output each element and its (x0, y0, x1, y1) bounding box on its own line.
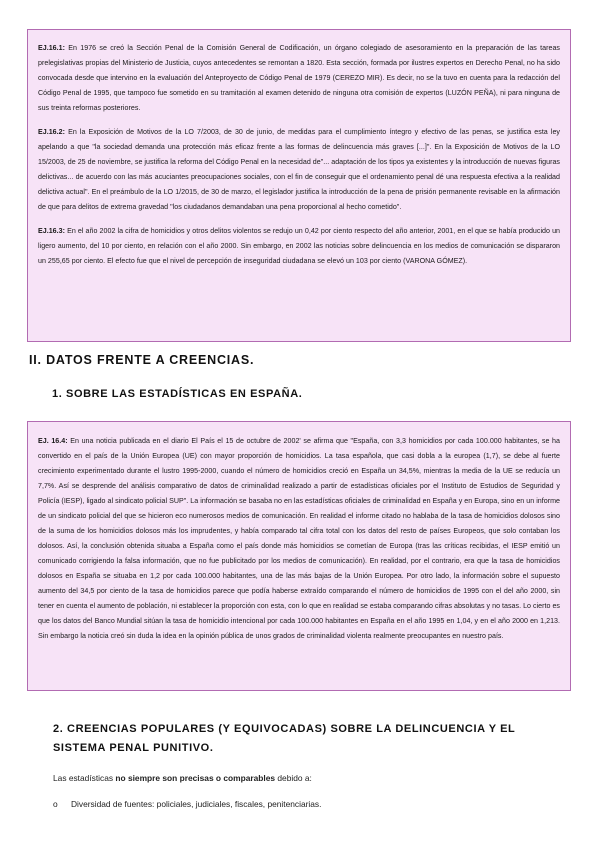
bullet-marker: o (53, 799, 58, 809)
list-item (53, 799, 321, 809)
example-16-2 (38, 125, 560, 215)
example-text: En el año 2002 la cifra de homicidios y otros delitos violentos se redujo un 0,42 por ciento respecto del año anterior, 2001, en el que se había producido un ligero aumento, del 10 por ciento, en relación con el año 2000. Sin embargo, en 2002 las noticias sobre delincuencia en los medios de comunicación se dispararon un 255,65 por ciento. El efecto fue que el nivel de percepción de inseguridad ciudadana se elevó un 103 por ciento (VARONA GÓMEZ). (38, 227, 560, 265)
example-text: En 1976 se creó la Sección Penal de la Comisión General de Codificación, un órgano colegiado de asesoramiento en la preparación de las tareas prelegislativas propias del Ministerio de Justicia, cuyos antecedentes se remontan a 1820. Esta sección, formada por ilustres expertos en Derecho Penal, no ha sido convocada desde que intervino en la evaluación del Anteproyecto de Código Penal de 1979 (CEREZO MIR). Es decir, no se la tuvo en cuenta para la redacción del Código Penal de 1995, que tampoco fue sometido en su tramitación al examen detenido de ninguna otra comisión de expertos (LUZÓN PEÑA), ni para ninguna de sus treinta reformas posteriores. (38, 44, 560, 112)
subsection-heading-statistics: 1. SOBRE LAS ESTADÍSTICAS EN ESPAÑA. (52, 388, 303, 400)
intro-line (53, 773, 312, 783)
example-16-1 (38, 41, 560, 116)
example-text: En una noticia publicada en el diario El País el 15 de octubre de 2002' se afirma que "España, con 3,3 homicidios por cada 100.000 habitantes, se ha convertido en el país de la Unión Europea (UE) con mayor proporción de homicidios. La tasa española, que casi dobla a la europea (1,7), se debe al fuerte crecimiento experimentado durante el lustro 1995-2000, cuando el número de homicidios creció en España un 34,5%, mientras la media de la UE se reducía un 7,7%. Así se desprende del análisis comparativo de datos de criminalidad realizado a partir de estadísticas oficiales por el Instituto de Estudios de Seguridad y Policía (IESP), ligado al sindicato policial SUP". La información se basaba no en las estadísticas oficiales de criminalidad en España y en Europa, sino en un informe de un sindicato policial del que se hicieron eco numerosos medios de comunicación. En realidad el informe citado no hablaba de la tasa de homicidios dolosos sino de la suma de los homicidios dolosos más los imprudentes, y había comparado tal cifra total con los datos del resto de países Europeos, que solo contaban los dolosos. Así, la conclusión obtenida situaba a España como el país donde más homicidios se cometían de Europa (tras las críticas recibidas, el IESP emitió un comunicado corrigiendo la falsa información, que no fue publicitado por los medios de comunicación). En realidad, por el contrario, era que la tasa de homicidios dolosos en España se situaba en 1,2 por cada 100.000 habitantes, una de las más bajas de la Unión Europea. Por otro lado, la información sobre el supuesto aumento del 34,5 por ciento de la tasa de homicidios parece que podía haberse extraído comparando el número de homicidios de 1995 con el del año 2000, sin tener en cuenta el aumento de población, ni establecer la proporción con esta, con lo que en realidad se estaba comparando cifras absolutas y no tasas. Lo cierto es que los datos del Banco Mundial sitúan la tasa de homicidio intencional por cada 100.000 habitantes en España en el año 1995 en 1,04, y en el año 2000 en 1,213. Sin embargo la noticia creó sin duda la idea en la opinión pública de unos grados de criminalidad violenta realmente preocupantes en nuestro país. (38, 437, 560, 640)
example-tag: EJ.16.1: (38, 44, 65, 52)
intro-before: Las estadísticas (53, 773, 116, 783)
example-tag: EJ.16.2: (38, 128, 65, 136)
section-heading: II. DATOS FRENTE A CREENCIAS. (29, 353, 255, 367)
example-box-1 (27, 29, 571, 342)
example-16-4 (38, 434, 560, 644)
subsection-heading-beliefs: 2. CREENCIAS POPULARES (Y EQUIVOCADAS) SOBRE LA DELINCUENCIA Y EL SISTEMA PENAL PUNITIVO. (53, 723, 516, 754)
bullet-text: Diversidad de fuentes: policiales, judiciales, fiscales, penitenciarias. (71, 799, 322, 809)
intro-bold: no siempre son precisas o comparables (115, 773, 276, 783)
intro-after: debido a: (275, 773, 312, 783)
example-box-2 (27, 421, 571, 691)
example-tag: EJ.16.3: (38, 227, 65, 235)
example-16-3 (38, 224, 560, 269)
example-tag: EJ. 16.4: (38, 437, 68, 445)
example-text: En la Exposición de Motivos de la LO 7/2003, de 30 de junio, de medidas para el cumplimiento íntegro y efectivo de las penas, se justifica esta ley apelando a que "la sociedad demanda una protección más eficaz frente a las formas de delincuencia más graves [...]". En la Exposición de Motivos de la LO 15/2003, de 25 de noviembre, se justifica la reforma del Código Penal en la necesidad de"... adaptación de los tipos ya existentes y la introducción de nuevas figuras delictivas... de acuerdo con las más acuciantes preocupaciones sociales, con el fin de conseguir que el ordenamiento penal dé una respuesta efectiva a la realidad delictiva actual". En el preámbulo de la LO 1/2015, de 30 de marzo, el legislador justifica la introducción de la pena de prisión permanente revisable en la afirmación de que para delitos de extrema gravedad "los ciudadanos demandaban una pena proporcional al hecho cometido". (38, 128, 560, 211)
